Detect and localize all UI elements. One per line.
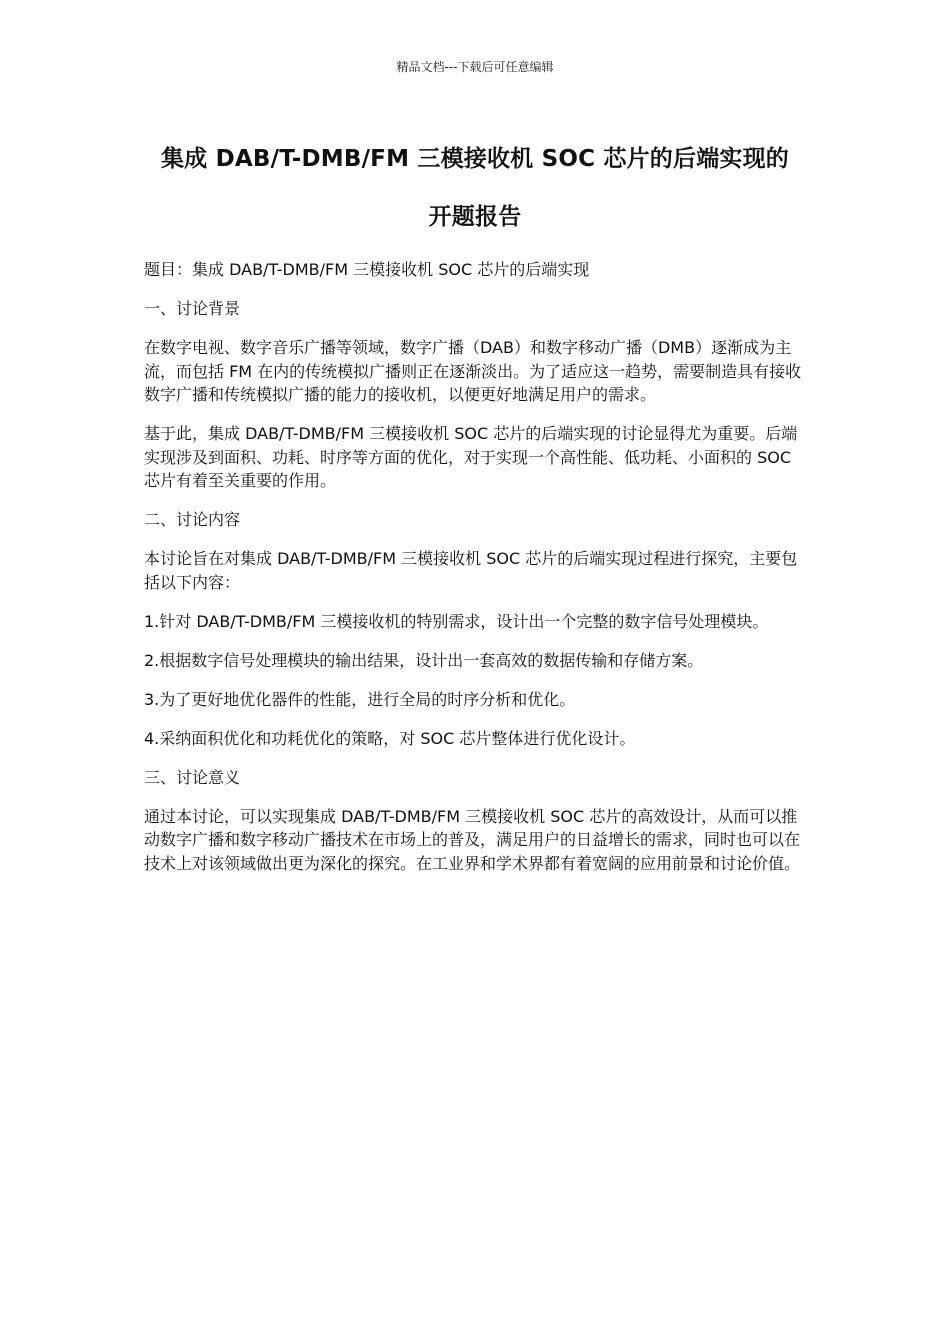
content-item-1: 1.针对 DAB/T-DMB/FM 三模接收机的特别需求，设计出一个完整的数字信号处理模块。 [144,611,769,631]
content-item-3: 3.为了更好地优化器件的性能，进行全局的时序分析和优化。 [144,689,576,709]
significance-paragraph: 通过本讨论，可以实现集成 DAB/T-DMB/FM 三模接收机 SOC 芯片的高效设计，从而可以推动数字广播和数字移动广播技术在市场上的普及，满足用户的日益增长的需求，同时也可以在技术上对该领域做出更为深化的探究。在工业界和学术界都有着宽阔的应用前景和讨论价值。 [144,806,801,873]
background-paragraph-2: 基于此，集成 DAB/T-DMB/FM 三模接收机 SOC 芯片的后端实现的讨论显得尤为重要。后端实现涉及到面积、功耗、时序等方面的优化，对于实现一个高性能、低功耗、小面积的 SOC 芯片有着至关重要的作用。 [144,424,798,490]
background-paragraph-1: 在数字电视、数字音乐广播等领域，数字广播（DAB）和数字移动广播（DMB）逐渐成为主流，而包括 FM 在内的传统模拟广播则正在逐渐淡出。为了适应这一趋势，需要制造具有接收数字广播和传统模拟广播的能力的接收机，以便更好地满足用户的需求。 [144,338,802,404]
subject-line: 题目：集成 DAB/T-DMB/FM 三模接收机 SOC 芯片的后端实现 [144,260,590,279]
section-heading-background: 一、讨论背景 [144,299,241,318]
section-heading-content: 二、讨论内容 [144,510,241,529]
content-item-2: 2.根据数字信号处理模块的输出结果，设计出一套高效的数据传输和存储方案。 [144,650,704,670]
document-title [145,130,805,246]
title-line-1: 集成 DAB/T-DMB/FM 三模接收机 SOC 芯片的后端实现的 [160,146,789,172]
header-note: 精品文档---下载后可任意编辑 [396,60,554,74]
content-item-4: 4.采纳面积优化和功耗优化的策略，对 SOC 芯片整体进行优化设计。 [144,728,636,748]
section-heading-significance: 三、讨论意义 [144,767,241,787]
content-intro-paragraph: 本讨论旨在对集成 DAB/T-DMB/FM 三模接收机 SOC 芯片的后端实现过程进行探究，主要包括以下内容： [144,549,798,592]
title-line-2: 开题报告 [428,204,522,230]
document-body [144,258,812,891]
